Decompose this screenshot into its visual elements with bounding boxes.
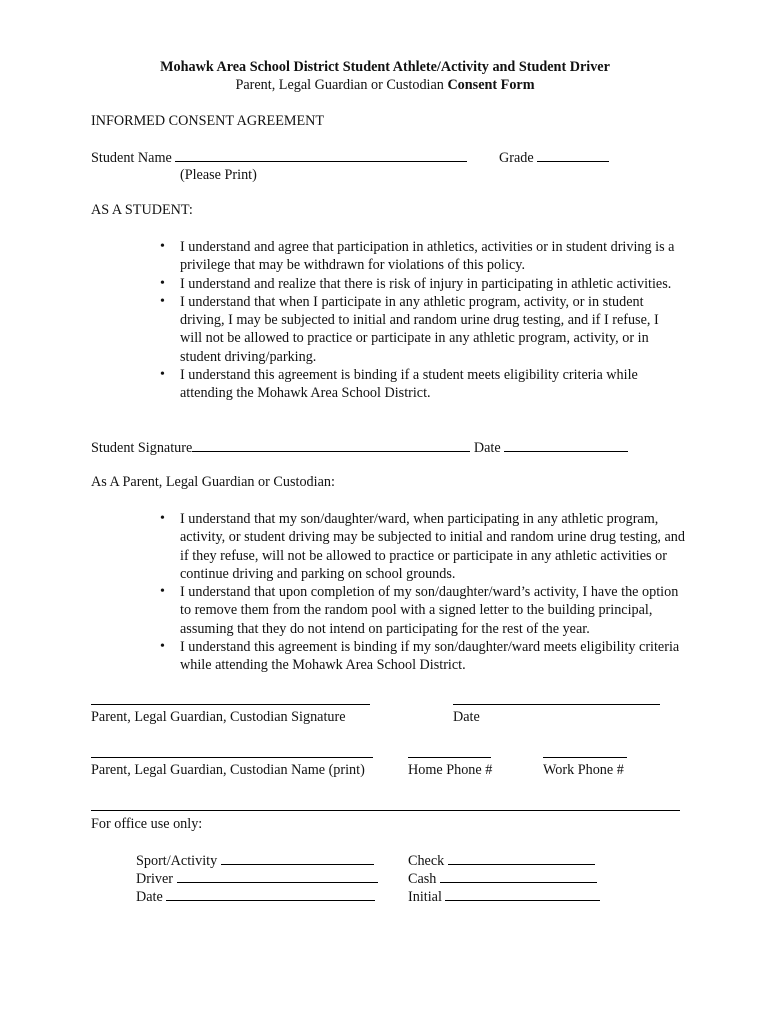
- office-sport-label: Sport/Activity: [136, 853, 218, 869]
- agreement-heading: INFORMED CONSENT AGREEMENT: [91, 113, 325, 129]
- student-date-label: Date: [473, 440, 501, 456]
- list-item: • I understand and realize that there is risk of injury in participating in athletic activities.: [180, 275, 680, 293]
- office-initial-row: [408, 887, 600, 907]
- parent-name-label: Parent, Legal Guardian, Custodian Name (print): [91, 762, 365, 778]
- office-divider: [91, 810, 680, 811]
- grade-label: Grade: [499, 150, 534, 166]
- please-print-hint: (Please Print): [180, 167, 257, 183]
- student-name-field[interactable]: [175, 148, 467, 162]
- grade-field[interactable]: [537, 148, 609, 162]
- subtitle-prefix: Parent, Legal Guardian or Custodian: [235, 77, 448, 93]
- parent-signature-field[interactable]: [91, 704, 370, 705]
- office-date-row: [136, 887, 375, 907]
- list-item: • I understand and agree that participation in athletics, activities or in student driving is a privilege that may be withdrawn for violations of this policy.: [180, 238, 680, 275]
- grade-row: [499, 148, 609, 168]
- list-item: • I understand this agreement is binding if a student meets eligibility criteria while attending the Mohawk Area School District.: [180, 366, 680, 403]
- office-initial-label: Initial: [408, 889, 442, 905]
- office-check-field[interactable]: [448, 851, 595, 865]
- student-name-label: Student Name: [91, 150, 172, 166]
- parent-date-field[interactable]: [453, 704, 660, 705]
- office-date-label: Date: [136, 889, 163, 905]
- parent-signature-label: Parent, Legal Guardian, Custodian Signature: [91, 709, 346, 725]
- list-item: • I understand that when I participate in any athletic program, activity, or in student driving, I may be subjected to initial and random urine drug testing, and if I refuse, I will not be allowed to practice or participate in any athletic program, activity, or in student driving/parking.: [180, 293, 680, 366]
- work-phone-label: Work Phone #: [543, 762, 624, 778]
- subtitle-bold: Consent Form: [447, 77, 535, 93]
- office-cash-label: Cash: [408, 871, 437, 887]
- parent-section-heading: As A Parent, Legal Guardian or Custodian:: [91, 474, 335, 490]
- office-driver-field[interactable]: [177, 869, 378, 883]
- list-item: • I understand that upon completion of my son/daughter/ward’s activity, I have the option to remove them from the random pool with a signed letter to the building principal, assuming that they do not intend on participating for the rest of the year.: [180, 583, 685, 638]
- office-cash-field[interactable]: [440, 869, 597, 883]
- office-date-field[interactable]: [166, 887, 375, 901]
- student-signature-row: [91, 438, 628, 458]
- parent-terms-list: [180, 510, 685, 675]
- office-sport-field[interactable]: [221, 851, 374, 865]
- office-driver-label: Driver: [136, 871, 174, 887]
- form-title: Mohawk Area School District Student Athlete/Activity and Student Driver: [160, 59, 610, 75]
- form-subtitle: [0, 77, 770, 95]
- office-check-label: Check: [408, 853, 445, 869]
- student-signature-label: Student Signature: [91, 440, 193, 456]
- office-check-row: [408, 851, 595, 871]
- parent-name-field[interactable]: [91, 757, 373, 758]
- office-sport-row: [136, 851, 374, 871]
- home-phone-field[interactable]: [408, 757, 491, 758]
- student-name-row: [91, 148, 467, 168]
- student-terms-list: [180, 238, 680, 403]
- office-cash-row: [408, 869, 597, 889]
- list-item: • I understand this agreement is binding if my son/daughter/ward meets eligibility criteria while attending the Mohawk Area School District.: [180, 638, 685, 675]
- student-date-field[interactable]: [504, 438, 628, 452]
- office-driver-row: [136, 869, 378, 889]
- home-phone-label: Home Phone #: [408, 762, 493, 778]
- student-signature-field[interactable]: [192, 438, 470, 452]
- work-phone-field[interactable]: [543, 757, 627, 758]
- student-section-heading: AS A STUDENT:: [91, 202, 193, 218]
- office-initial-field[interactable]: [445, 887, 600, 901]
- office-heading: For office use only:: [91, 816, 203, 832]
- parent-date-label: Date: [453, 709, 480, 725]
- list-item: • I understand that my son/daughter/ward, when participating in any athletic program, activity, or student driving may be subjected to initial and random urine drug testing, and if they refuse, will not be allowed to practice or participate in any athletic activities or continue driving and parking on school grounds.: [180, 510, 685, 583]
